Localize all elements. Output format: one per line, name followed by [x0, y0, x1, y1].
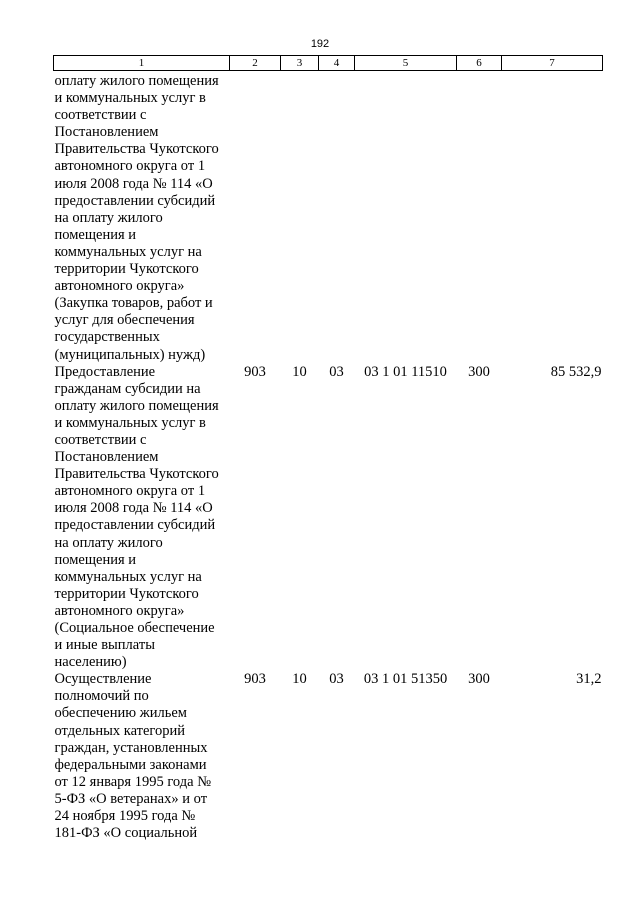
description-line: (муниципальных) нужд)	[54, 346, 206, 363]
description-line: автономного округа от 1	[54, 483, 206, 500]
description-line: коммунальных услуг на	[54, 568, 202, 585]
description-line: автономного округа»	[54, 602, 185, 619]
budget-table	[53, 55, 603, 842]
row-description	[54, 671, 230, 842]
column-header-7: 7	[502, 56, 603, 71]
expense-type-code: 300	[468, 363, 490, 380]
description-line: Предоставление	[54, 363, 156, 380]
target-article-code: 03 1 01 51350	[363, 671, 448, 688]
description-line: соответствии с	[54, 431, 147, 448]
table-row	[54, 671, 603, 842]
column-header-1: 1	[54, 56, 230, 71]
section-code	[281, 71, 319, 364]
row-description	[54, 364, 230, 672]
page-number: 192	[310, 38, 330, 50]
description-line: помещения и	[54, 226, 137, 243]
description-line: коммунальных услуг на	[54, 243, 202, 260]
description-line: территории Чукотского	[54, 261, 199, 278]
ministry-code: 903	[244, 363, 266, 380]
subsection-code: 03	[329, 671, 344, 688]
row-description	[54, 71, 230, 364]
ministry-code: 903	[244, 671, 266, 688]
description-line: от 12 января 1995 года №	[54, 773, 212, 790]
description-line: на оплату жилого	[54, 534, 163, 551]
description-line: граждан, установленных	[54, 739, 208, 756]
subsection-code: 03	[329, 363, 344, 380]
description-line: услуг для обеспечения	[54, 312, 195, 329]
description-line: и коммунальных услуг в	[54, 414, 206, 431]
description-line: (Закупка товаров, работ и	[54, 295, 213, 312]
description-line: 181-ФЗ «О социальной	[54, 825, 198, 842]
description-line: Постановлением	[54, 124, 159, 141]
description-line: Осуществление	[54, 671, 152, 688]
section-code: 10	[292, 363, 307, 380]
description-line: 5-ФЗ «О ветеранах» и от	[54, 790, 208, 807]
amount-value	[502, 71, 603, 364]
description-line: Постановлением	[54, 449, 159, 466]
description-line: Правительства Чукотского	[54, 466, 219, 483]
amount-value: 85 532,9	[550, 363, 602, 380]
column-header-5: 5	[355, 56, 457, 71]
expense-type-code: 300	[468, 671, 490, 688]
description-line: оплату жилого помещения	[54, 73, 219, 89]
description-line: автономного округа»	[54, 278, 185, 295]
table-row	[54, 364, 603, 672]
description-line: полномочий по	[54, 688, 149, 705]
description-line: предоставлении субсидий	[54, 517, 216, 534]
ministry-code	[230, 71, 281, 364]
description-line: предоставлении субсидий	[54, 192, 216, 209]
amount-value: 31,2	[576, 671, 602, 688]
column-header-6: 6	[457, 56, 502, 71]
description-line: на оплату жилого	[54, 209, 163, 226]
target-article-code: 03 1 01 11510	[364, 363, 447, 380]
description-line: отдельных категорий	[54, 722, 186, 739]
description-line: территории Чукотского	[54, 585, 199, 602]
description-line: федеральными законами	[54, 756, 207, 773]
column-header-4: 4	[319, 56, 355, 71]
table-row	[54, 71, 603, 364]
description-line: государственных	[54, 329, 160, 346]
expense-type-code	[457, 71, 502, 364]
description-line: и коммунальных услуг в	[54, 90, 206, 107]
subsection-code	[319, 71, 355, 364]
description-line: оплату жилого помещения	[54, 397, 219, 414]
description-line: гражданам субсидии на	[54, 380, 201, 397]
description-line: обеспечению жильем	[54, 705, 187, 722]
header-row	[54, 56, 603, 71]
description-line: июля 2008 года № 114 «О	[54, 175, 213, 192]
description-line: (Социальное обеспечение	[54, 620, 215, 636]
description-line: населению)	[54, 654, 127, 671]
target-article-code	[355, 71, 457, 364]
description-line: июля 2008 года № 114 «О	[54, 500, 213, 517]
description-line: и иные выплаты	[54, 637, 155, 654]
section-code: 10	[292, 671, 307, 688]
column-header-2: 2	[230, 56, 281, 71]
column-header-3: 3	[281, 56, 319, 71]
description-line: 24 ноября 1995 года №	[54, 808, 196, 825]
description-line: Правительства Чукотского	[54, 141, 219, 158]
description-line: автономного округа от 1	[54, 158, 206, 175]
description-line: помещения и	[54, 551, 137, 568]
description-line: соответствии с	[54, 107, 147, 124]
